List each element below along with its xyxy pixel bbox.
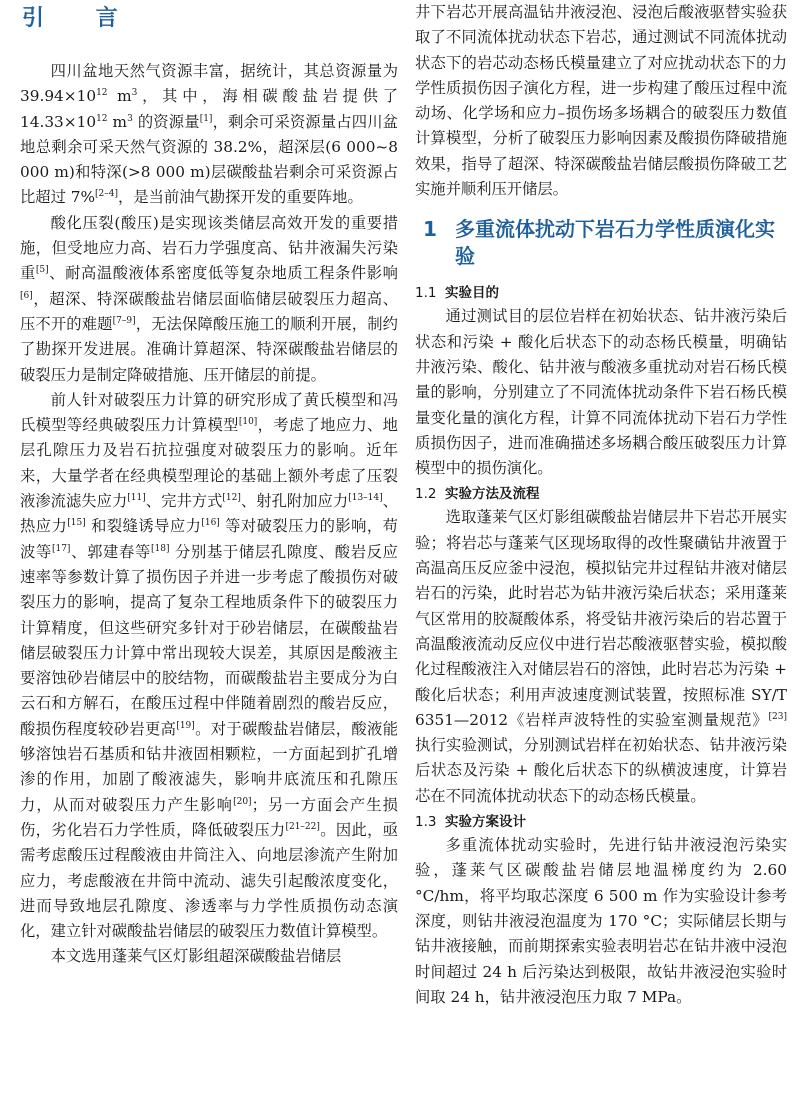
subsection-1-2-text: 选取蓬莱气区灯影组碳酸盐岩储层井下岩芯开展实验；将岩芯与蓬莱气区现场取得的改性聚磺钻井液置于高温高压反应釜中浸泡，模拟钻完井过程钻井液对储层岩石的污染，此时岩芯为钻井液污染后状态；采用蓬莱气区常用的胶凝酸体系，将受钻井液污染后的岩芯置于高温酸液流动反应仪中进行岩芯酸液驱替实验，模拟酸化过程酸液注入对储层岩石的溶蚀，此时岩芯为污染 + 酸化后状态；利用声波速度测试装置，按照标准 SY/T 6351—2012《岩样声波特性的实验室测量规范》[23] 执行实验测试，分别测试岩样在初始状态、钻井液污染后状态及污染 + 酸化后状态下的纵横波速度，计算岩芯在不同流体扰动状态下的动态杨氏模量。 [415,508,787,805]
intro-paragraph-3: 前人针对破裂压力计算的研究形成了黄氏模型和冯氏模型等经典破裂压力计算模型[10]，考虑了地应力、地层孔隙压力及岩石抗拉强度对破裂压力的影响。近年来，大量学者在经典模型理论的基础上额外考虑了压裂液渗流滤失应力[11]、完井方式[12]、射孔附加应力[13–14]、热应力[15] 和裂缝诱导应力[16] 等对破裂压力的影响，苟波等[17]、郭建春等[18] 分别基于储层孔隙度、酸岩反应速率等参数计算了损伤因子并进一步考虑了酸损伤对破裂压力的影响，提高了复杂工程地质条件下的破裂压力计算精度，但这些研究多针对于砂岩储层，在碳酸盐岩储层破裂压力计算中常出现较大误差，其原因是酸液主要溶蚀砂岩储层中的胶结物，而碳酸盐岩主要成分为白云石和方解石，在酸压过程中伴随着剧烈的酸岩反应，酸损伤程度较砂岩更高[19]。对于碳酸盐岩储层，酸液能够溶蚀岩石基质和钻井液固相颗粒，一方面起到扩孔增渗的作用，加剧了酸液滤失，影响井底流压和孔隙压力，从而对破裂压力产生影响[20]；另一方面会产生损伤，劣化岩石力学性质，降低破裂压力[21–22]。因此，亟需考虑酸压过程酸液由井筒注入、向地层渗流产生附加应力，考虑酸液在井筒中流动、滤失引起酸浓度变化，进而导致地层孔隙度、渗透率与力学性质损伤动态演化，建立针对碳酸盐岩储层的破裂压力数值计算模型。 [20,390,398,941]
citation[interactable]: [13–14] [348,492,383,503]
subsection-1-1-heading: 1.1 实验目的 [415,285,499,302]
section-1-number: 1 [423,217,437,242]
section-1-heading [415,216,787,270]
citation[interactable]: [16] [201,518,220,529]
citation[interactable]: [20] [233,796,252,807]
citation[interactable]: [12] [222,492,241,503]
intro-paragraph-1: 四川盆地天然气资源丰富，据统计，其总资源量为 $39.94\times 10^{12}$ $m^3$，其中，海相碳酸盐岩提供了 $14.33\times 10^{12}$ $m^3$ 的资源量[1]，剩余可采资源量占四川盆地总剩余可采天然气资源的 38.2%，超深层(6 000~8 000 m)和特深(>8 000 m)层碳酸盐岩剩余可采资源占比超过 7%[2–4]，是当前油气勘探开发的重要阵地。 [20,62,398,207]
citation[interactable]: [6] [20,290,33,301]
citation[interactable]: [2–4] [95,189,119,200]
subsection-1-1-text: 通过测试目的层位岩样在初始状态、钻井液污染后状态和污染 + 酸化后状态下的动态杨氏模量，明确钻井液污染、酸化、钻井液与酸液多重扰动对岩石杨氏模量的影响，分别建立了不同流体扰动条件下岩石杨氏模量变化量的演化方程，计算不同流体扰动下岩石力学性质损伤因子，进而准确描述多场耦合酸压破裂压力计算模型中的损伤演化。 [415,307,787,478]
citation[interactable]: [18] [150,543,170,554]
citation[interactable]: [19] [176,720,195,731]
citation[interactable]: [15] [67,518,86,529]
subsection-1-2-heading: 1.2 实验方法及流程 [415,486,540,503]
citation[interactable]: [21–22] [285,821,320,832]
citation[interactable]: [11] [127,492,146,503]
intro-paragraph-4-start: 本文选用蓬莱气区灯影组超深碳酸盐岩储层 [50,947,342,966]
intro-paragraph-2: 酸化压裂(酸压)是实现该类储层高效开发的重要措施，但受地应力高、岩石力学强度高、钻井液漏失污染重[5]、耐高温酸液体系密度低等复杂地质工程条件影响[6]，超深、特深碳酸盐岩储层面临储层破裂压力超高、压不开的难题[7–9]，无法保障酸压施工的顺利开展，制约了勘探开发进展。准确计算超深、特深碳酸盐岩储层的破裂压力是制定降破措施、压开储层的前提。 [20,213,398,384]
left-column [20,0,398,970]
section-1-title: 多重流体扰动下岩石力学性质演化实验 [455,217,775,269]
subsection-1-3-text: 多重流体扰动实验时，先进行钻井液浸泡污染实验，蓬莱气区碳酸盐岩储层地温梯度约为 2.60 °C/hm，将平均取芯深度 6 500 m 作为实验设计参考深度，则钻井液浸泡温度为 170 °C；实际储层长期与钻井液接触，而前期探索实验表明岩芯在钻井液中浸泡时间超过 24 h 后污染达到极限，故钻井液浸泡实验时间取 24 h，钻井液浸泡压力取 7 MPa。 [415,836,787,1006]
intro-heading: 引 言 [22,6,140,31]
subsection-1-3-heading: 1.3 实验方案设计 [415,814,526,831]
intro-paragraph-4-continued: 井下岩芯开展高温钻井液浸泡、浸泡后酸液驱替实验获取了不同流体扰动状态下岩芯，通过测试不同流体扰动状态下的岩芯动态杨氏模量建立了对应扰动状态下的力学性质损伤因子演化方程，进一步构建了酸压过程中流动场、化学场和应力–损伤场多场耦合的破裂压力数值计算模型，分析了破裂压力影响因素及酸损伤降破措施效果，指导了超深、特深碳酸盐岩储层酸损伤降破工艺实施并顺利压开储层。 [415,3,787,199]
citation[interactable]: [1] [199,113,213,124]
citation[interactable]: [17] [51,543,71,554]
citation[interactable]: [10] [238,417,258,428]
citation[interactable]: [23] [768,711,787,722]
citation[interactable]: [5] [35,265,49,276]
citation[interactable]: [7–9] [112,315,136,326]
right-column [415,0,787,1010]
